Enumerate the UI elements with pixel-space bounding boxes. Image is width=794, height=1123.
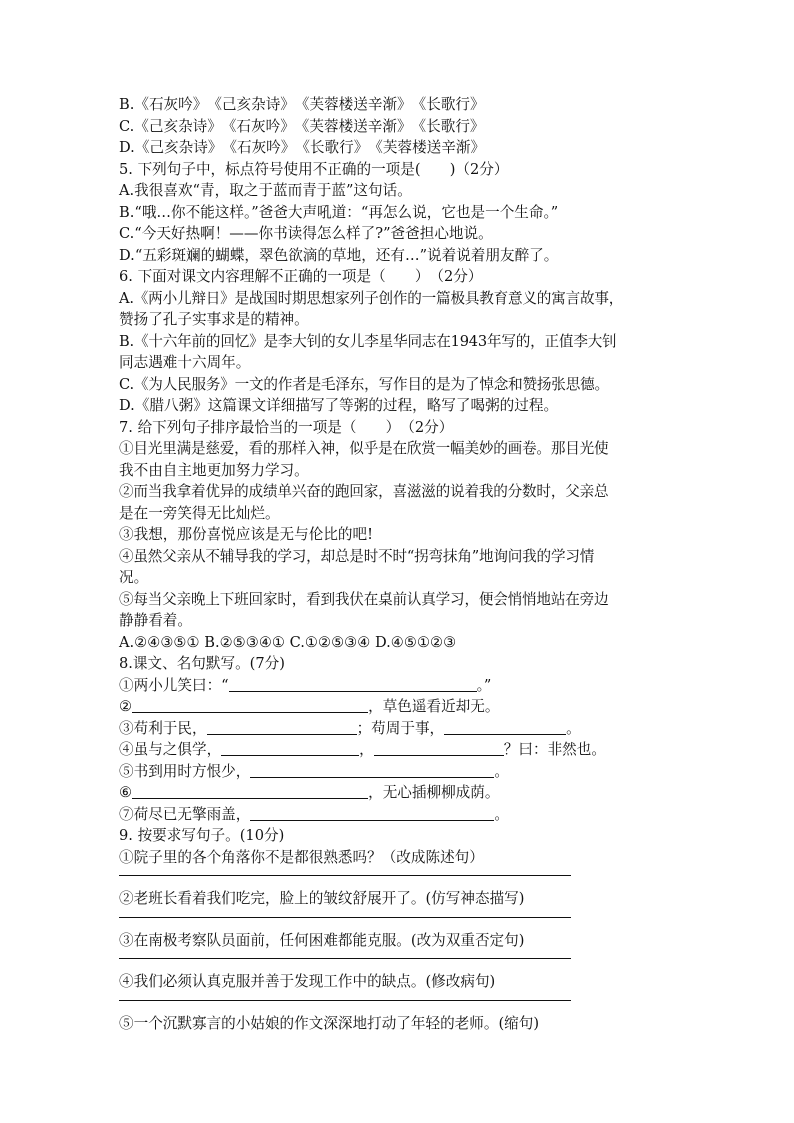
- q8-item-2: [119, 696, 679, 718]
- q8-item-6-suffix: ，无心插柳柳成荫。: [368, 784, 500, 801]
- q8-item-3-prefix: ③苟利于民，: [119, 719, 207, 737]
- answer-line: [119, 917, 571, 918]
- q9-item-2: ②老班长看着我们吃完，脸上的皱纹舒展开了。(仿写神态描写): [119, 890, 525, 907]
- q6-option-a-line2: 赞扬了孔子实事求是的精神。: [119, 311, 309, 328]
- q9-answer-line-4[interactable]: [119, 993, 679, 1013]
- q8-item-7: [119, 804, 679, 826]
- answer-blank[interactable]: [132, 783, 368, 799]
- q7-sentence-5-line2: 静静看着。: [119, 612, 192, 629]
- answer-blank[interactable]: [221, 740, 359, 756]
- q9-item-4: ④我们必须认真克服并善于发现工作中的缺点。(修改病句): [119, 973, 496, 990]
- q7-options: A.②④③⑤① B.②⑤③④① C.①②⑤③④ D.④⑤①②③: [119, 633, 457, 651]
- q5-stem: 5. 下列句子中，标点符号使用不正确的一项是( )（2分）: [119, 160, 509, 178]
- q7-stem: 7. 给下列句子排序最恰当的一项是（ ） （2分）: [119, 418, 454, 436]
- q8-item-6-prefix: ⑥: [119, 784, 133, 801]
- answer-blank[interactable]: [132, 697, 368, 713]
- q4-option-d: D.《己亥杂诗》 《石灰吟》 《长歌行》 《芙蓉楼送辛渐》: [119, 139, 486, 156]
- q9-answer-line-2[interactable]: [119, 910, 679, 930]
- q6-option-b-line1: B.《十六年前的回忆》是李大钊的女儿李星华同志在1943年写的，正值李大钊: [119, 332, 617, 350]
- q9-stem: 9. 按要求写句子。(10分): [119, 827, 285, 844]
- q4-option-b: B.《石灰吟》 《己亥杂诗》 《芙蓉楼送辛渐》 《长歌行》: [119, 96, 485, 113]
- q7-sentence-1-line1: ①目光里满是慈爱，看的那样入神，似乎是在欣赏一幅美妙的画卷。那目光使: [119, 440, 609, 457]
- q7-sentence-3: ③我想，那份喜悦应该是无与伦比的吧!: [119, 526, 373, 543]
- q9-item-1: ①院子里的各个角落你不是都很熟悉吗？（改成陈述句）: [119, 848, 484, 866]
- q8-item-2-suffix: ，草色遥看近却无。: [368, 698, 500, 715]
- q6-option-b-line2: 同志遇难十六周年。: [119, 354, 251, 371]
- q8-item-7-suffix: 。: [494, 805, 509, 823]
- q7-sentence-5-line1: ⑤每当父亲晚上下班回家时，看到我伏在桌前认真学习，便会悄悄地站在旁边: [119, 590, 609, 608]
- q4-option-c: C.《己亥杂诗》 《石灰吟》 《芙蓉楼送辛渐》 《长歌行》: [119, 117, 485, 135]
- q8-item-4-prefix: ④虽与之俱学，: [119, 741, 222, 758]
- q5-option-b: B.“哦…你不能这样。”爸爸大声吼道：“再怎么说，它也是一个生命。”: [119, 203, 559, 221]
- q8-item-3: [119, 718, 679, 740]
- q6-option-a-line1: A.《两小儿辩日》是战国时期思想家列子创作的一篇极具教育意义的寓言故事，: [119, 289, 624, 307]
- q6-stem: 6. 下面对课文内容理解不正确的一项是（ ） （2分）: [119, 268, 483, 285]
- q8-item-3-suffix: 。: [566, 719, 581, 737]
- q8-item-2-prefix: ②: [119, 698, 133, 715]
- q8-item-7-prefix: ⑦荷尽已无擎雨盖，: [119, 805, 251, 823]
- answer-blank[interactable]: [207, 719, 357, 735]
- q8-item-1: [119, 675, 679, 697]
- q8-item-4: [119, 739, 679, 761]
- q8-item-3-middle: ；苟周于事，: [356, 719, 445, 737]
- q6-option-d: D.《腊八粥》这篇课文详细描写了等粥的过程，略写了喝粥的过程。: [119, 397, 559, 414]
- answer-line: [119, 875, 571, 876]
- q9-answer-line-3[interactable]: [119, 951, 679, 971]
- answer-blank[interactable]: [250, 762, 494, 778]
- q8-item-1-prefix: ①两小儿笑曰：“: [119, 676, 229, 694]
- q5-option-a: A.我很喜欢“青，取之于蓝而青于蓝”这句话。: [119, 182, 412, 199]
- answer-blank[interactable]: [250, 805, 494, 821]
- q9-answer-line-1[interactable]: [119, 868, 679, 888]
- answer-line: [119, 1000, 571, 1001]
- q8-item-1-suffix: 。”: [476, 676, 492, 694]
- q7-sentence-1-line2: 我不由自主地更加努力学习。: [119, 461, 309, 479]
- q5-option-d: D.“五彩斑斓的蝴蝶，翠色欲滴的草地，还有…”说着说着朋友醉了。: [119, 246, 559, 264]
- q9-item-3: ③在南极考察队员面前，任何困难都能克服。(改为双重否定句): [119, 931, 525, 949]
- exam-page: [119, 94, 679, 1034]
- q8-item-5-prefix: ⑤书到用时方恨少，: [119, 762, 251, 780]
- q7-sentence-2-line2: 是在一旁笑得无比灿烂。: [119, 504, 280, 522]
- answer-blank[interactable]: [444, 719, 566, 735]
- q8-item-5: [119, 761, 679, 783]
- q8-item-6: [119, 782, 679, 804]
- q8-stem: 8.课文、名句默写。(7分): [119, 655, 285, 672]
- answer-blank[interactable]: [374, 740, 504, 756]
- q8-item-5-suffix: 。: [494, 762, 509, 780]
- q7-sentence-4-line2: 况。: [119, 569, 149, 586]
- q5-option-c: C.“今天好热啊！——你书读得怎么样了?”爸爸担心地说。: [119, 225, 493, 242]
- q9-item-5: ⑤一个沉默寡言的小姑娘的作文深深地打动了年轻的老师。(缩句): [119, 1014, 540, 1032]
- q8-item-4-middle: ，: [359, 741, 374, 758]
- answer-blank[interactable]: [229, 676, 477, 692]
- q7-sentence-2-line1: ②而当我拿着优异的成绩单兴奋的跑回家，喜滋滋的说着我的分数时，父亲总: [119, 483, 609, 500]
- q7-sentence-4-line1: ④虽然父亲从不辅导我的学习，却总是时不时“拐弯抹角”地询问我的学习情: [119, 547, 595, 565]
- answer-line: [119, 958, 571, 959]
- q8-item-4-suffix: ？曰：非然也。: [503, 741, 606, 758]
- q6-option-c: C.《为人民服务》一文的作者是毛泽东，写作目的是为了悼念和赞扬张思德。: [119, 375, 609, 393]
